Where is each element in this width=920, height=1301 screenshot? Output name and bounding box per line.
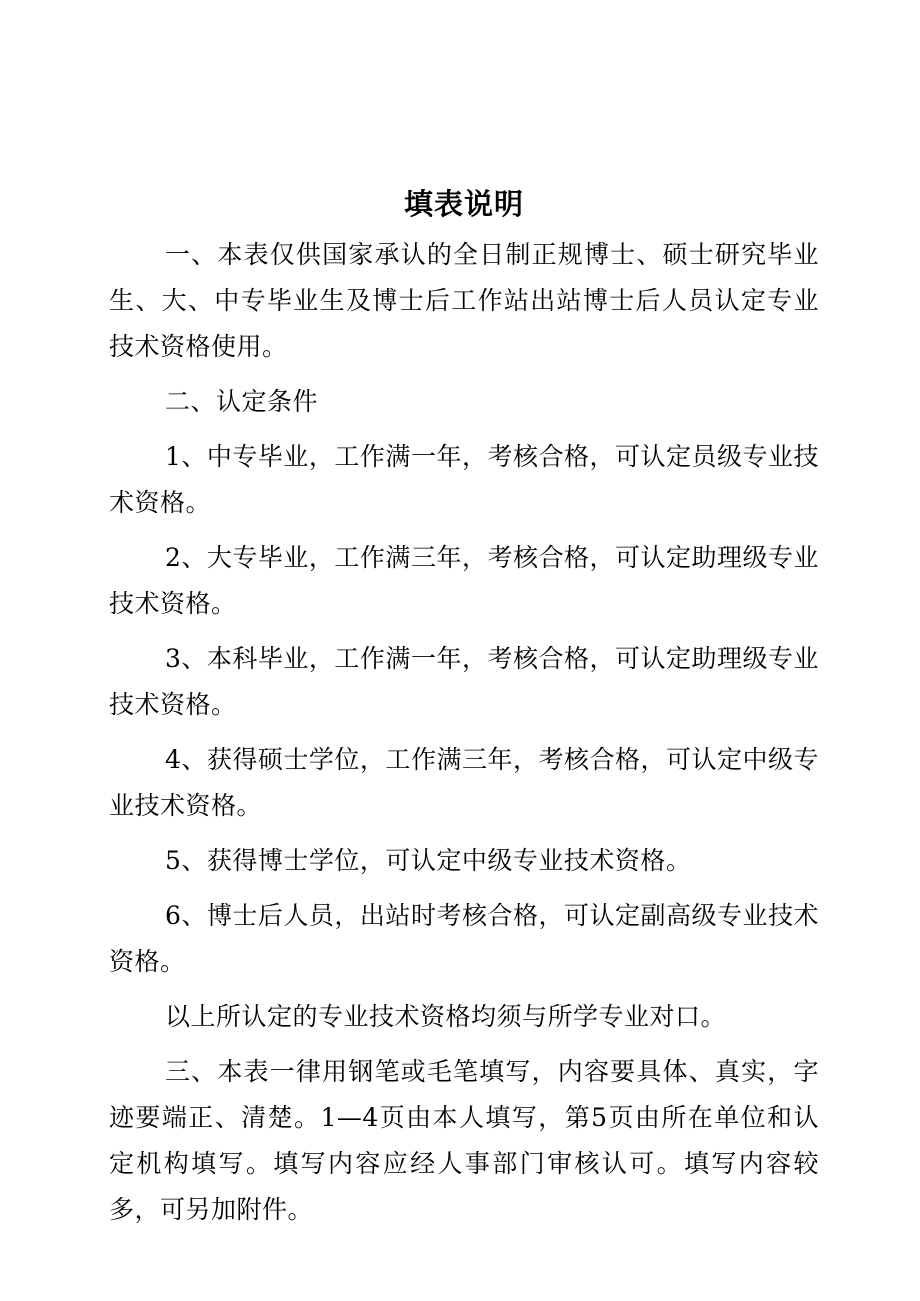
paragraph-condition-2: 2、大专毕业，工作满三年，考核合格，可认定助理级专业技术资格。 (109, 543, 819, 618)
paragraph-condition-5: 5、获得博士学位，可认定中级专业技术资格。 (165, 846, 692, 875)
paragraph-condition-4: 4、获得硕士学位，工作满三年，考核合格，可认定中级专业技术资格。 (109, 745, 819, 820)
document-page (109, 182, 819, 1242)
paragraph-filling-rules: 三、本表一律用钢笔或毛笔填写，内容要具体、真实，字迹要端正、清楚。1—4页由本人填写，第5页由所在单位和认定机构填写。填写内容应经人事部门审核认可。填写内容较多，可另加附件。 (109, 1057, 819, 1224)
paragraph-conditions-heading: 二、认定条件 (165, 387, 319, 416)
paragraph-major-note: 以上所认定的专业技术资格均须与所学专业对口。 (165, 1002, 727, 1031)
paragraph-condition-1: 1、中专毕业，工作满一年，考核合格，可认定员级专业技术资格。 (109, 442, 819, 517)
paragraph-condition-6: 6、博士后人员，出站时考核合格，可认定副高级专业技术资格。 (109, 901, 819, 976)
page-title: 填表说明 (403, 187, 524, 221)
paragraph-scope: 一、本表仅供国家承认的全日制正规博士、硕士研究毕业生、大、中专毕业生及博士后工作站出站博士后人员认定专业技术资格使用。 (109, 240, 819, 361)
paragraph-condition-3: 3、本科毕业，工作满一年，考核合格，可认定助理级专业技术资格。 (109, 644, 819, 719)
